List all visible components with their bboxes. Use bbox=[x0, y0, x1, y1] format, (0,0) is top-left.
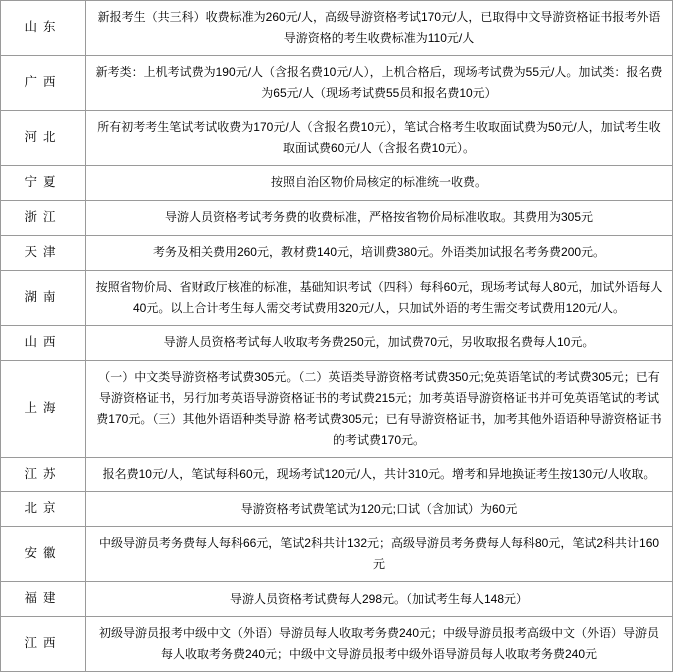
fee-detail-cell: 所有初考考生笔试考试收费为170元/人（含报名费10元），笔试合格考生收取面试费为50元/人，加试考生收取面试费60元/人（含报名费10元）。 bbox=[86, 111, 673, 166]
fee-detail-cell: 新报考生（共三科）收费标准为260元/人，高级导游资格考试170元/人，已取得中文导游资格证书报考外语导游资格的考生收费标准为110元/人 bbox=[86, 1, 673, 56]
table-row bbox=[1, 582, 673, 617]
region-label: 浙江 bbox=[24, 209, 62, 224]
region-cell bbox=[1, 56, 86, 111]
region-cell bbox=[1, 200, 86, 235]
fee-detail-cell: 初级导游员报考中级中文（外语）导游员每人收取考务费240元；中级导游员报考高级中文（外语）导游员每人收取考务费240元；中级中文导游员报考中级外语导游员每人收取考务费240元 bbox=[86, 617, 673, 672]
region-label: 宁夏 bbox=[24, 175, 62, 189]
fee-detail-cell: 新考类：上机考试费为190元/人（含报名费10元/人），上机合格后，现场考试费为55元/人。加试类：报名费为65元/人（现场考试费55员和报名费10元） bbox=[86, 56, 673, 111]
region-label: 湖南 bbox=[24, 289, 62, 304]
region-label: 山东 bbox=[24, 20, 62, 35]
table-row bbox=[1, 457, 673, 492]
region-label: 江苏 bbox=[24, 466, 62, 481]
region-cell bbox=[1, 111, 86, 166]
table-row bbox=[1, 360, 673, 457]
fee-detail-cell: 按照自治区物价局核定的标准统一收费。 bbox=[86, 166, 673, 201]
table-row bbox=[1, 111, 673, 166]
fee-detail-cell: （一）中文类导游资格考试费305元。（二）英语类导游资格考试费350元;免英语笔试的考试费305元；已有导游资格证书，另行加考英语导游资格证书的考试费215元；加考英语导游资格证书并可免英语笔试的考试费170元。（三）其他外语语种类导游 格考试费305元；已有导游资格证书，加考其他外语语种导游资格证书的考试费170元。 bbox=[86, 360, 673, 457]
region-cell bbox=[1, 360, 86, 457]
fee-detail-cell: 导游人员资格考试考务费的收费标准，严格按省物价局标准收取。其费用为305元 bbox=[86, 200, 673, 235]
fee-detail-cell: 导游人员资格考试每人收取考务费250元，加试费70元，另收取报名费每人10元。 bbox=[86, 325, 673, 360]
table-row bbox=[1, 200, 673, 235]
table-row bbox=[1, 235, 673, 270]
table-row bbox=[1, 270, 673, 325]
region-cell bbox=[1, 325, 86, 360]
region-label: 上海 bbox=[24, 400, 62, 415]
region-label: 广西 bbox=[24, 75, 62, 90]
fee-detail-cell: 中级导游员考务费每人每科66元，笔试2科共计132元；高级导游员考务费每人每科80元，笔试2科共计160元 bbox=[86, 527, 673, 582]
region-cell bbox=[1, 1, 86, 56]
region-cell bbox=[1, 270, 86, 325]
region-label: 福建 bbox=[24, 591, 62, 606]
table-row bbox=[1, 617, 673, 672]
table-row bbox=[1, 166, 673, 201]
table-row bbox=[1, 325, 673, 360]
fee-detail-cell: 报名费10元/人，笔试每科60元，现场考试120元/人，共计310元。增考和异地换证考生按130元/人收取。 bbox=[86, 457, 673, 492]
table-row bbox=[1, 1, 673, 56]
region-label: 河北 bbox=[24, 130, 62, 145]
region-cell bbox=[1, 166, 86, 201]
region-label: 天津 bbox=[24, 244, 62, 259]
region-label: 江西 bbox=[24, 636, 62, 651]
region-cell bbox=[1, 527, 86, 582]
region-label: 安徽 bbox=[24, 546, 62, 561]
region-label: 山西 bbox=[24, 334, 62, 349]
fee-detail-cell: 按照省物价局、省财政厅核准的标准，基础知识考试（四科）每科60元，现场考试每人80元，加试外语每人40元。以上合计考生每人需交考试费用320元/人，只加试外语的考生需交考试费用120元/人。 bbox=[86, 270, 673, 325]
region-cell bbox=[1, 457, 86, 492]
table-row bbox=[1, 492, 673, 527]
table-body bbox=[1, 1, 673, 672]
fee-detail-cell: 导游资格考试费笔试为120元;口试（含加试）为60元 bbox=[86, 492, 673, 527]
region-cell bbox=[1, 617, 86, 672]
table-row bbox=[1, 56, 673, 111]
region-cell bbox=[1, 235, 86, 270]
fee-detail-cell: 考务及相关费用260元，教材费140元，培训费380元。外语类加试报名考务费200元。 bbox=[86, 235, 673, 270]
region-label: 北京 bbox=[24, 501, 62, 516]
table-row bbox=[1, 527, 673, 582]
region-cell bbox=[1, 582, 86, 617]
fee-detail-cell: 导游人员资格考试费每人298元。（加试考生每人148元） bbox=[86, 582, 673, 617]
region-cell bbox=[1, 492, 86, 527]
